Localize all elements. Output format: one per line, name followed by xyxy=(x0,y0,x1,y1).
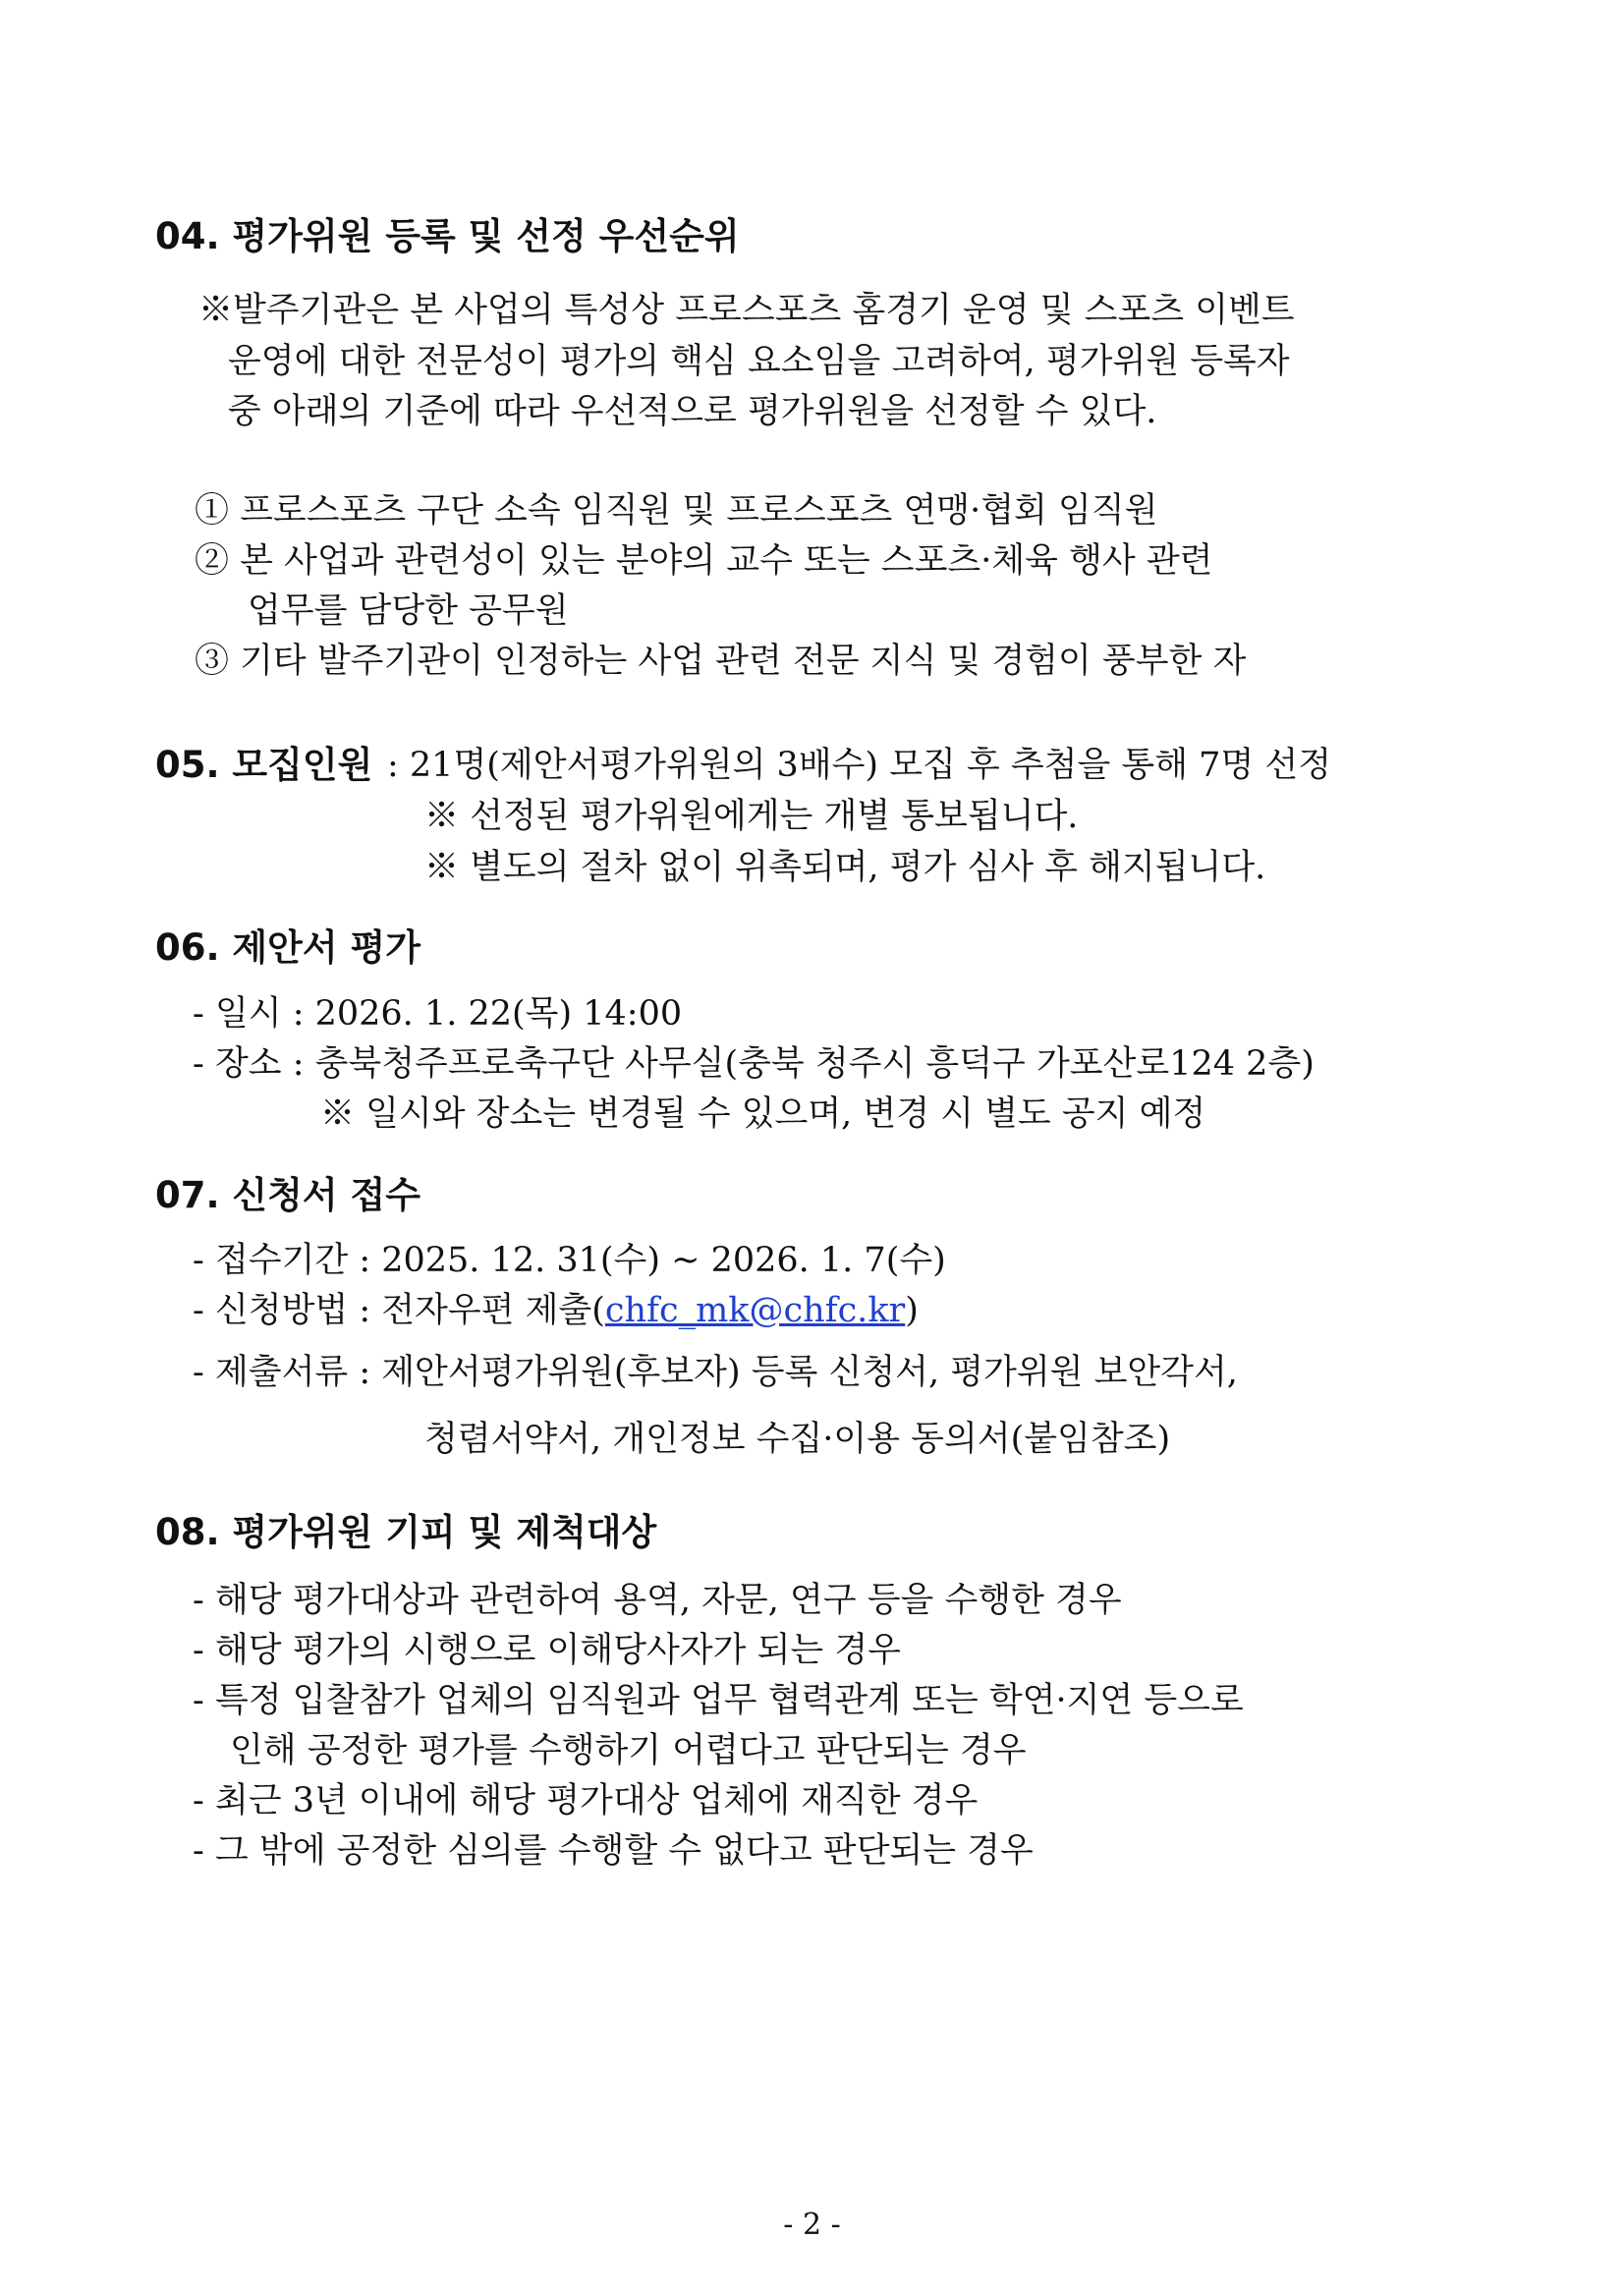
section-04-item-2-cont: 업무를 담당한 공무원 xyxy=(248,591,569,631)
section-05-text: : 21명(제안서평가위원의 3배수) 모집 후 추첨을 통해 7명 선정 xyxy=(387,746,1331,785)
section-05-note-1: ※ 선정된 평가위원에게는 개별 통보됩니다. xyxy=(424,797,1079,836)
section-07-docs-line-1: - 제출서류 : 제안서평가위원(후보자) 등록 신청서, 평가위원 보안각서, xyxy=(193,1353,1238,1392)
section-08-item-1: - 해당 평가대상과 관련하여 용역, 자문, 연구 등을 수행한 경우 xyxy=(193,1581,1122,1620)
section-06-heading: 06. 제안서 평가 xyxy=(155,926,421,969)
section-06-note: ※ 일시와 장소는 변경될 수 있으며, 변경 시 별도 공지 예정 xyxy=(320,1094,1206,1134)
section-06-item-date: - 일시 : 2026. 1. 22(목) 14:00 xyxy=(193,994,683,1034)
section-04-item-1: ① 프로스포츠 구단 소속 임직원 및 프로스포츠 연맹·협회 임직원 xyxy=(195,491,1158,531)
section-08-item-4: - 최근 3년 이내에 해당 평가대상 업체에 재직한 경우 xyxy=(193,1781,979,1820)
section-05-heading: 05. 모집인원 xyxy=(155,744,373,786)
section-07-method-suffix: ) xyxy=(905,1291,919,1330)
section-04-item-2: ② 본 사업과 관련성이 있는 분야의 교수 또는 스포츠·체육 행사 관련 xyxy=(195,541,1213,581)
section-07-method-prefix: - 신청방법 : 전자우편 제출( xyxy=(193,1291,605,1330)
section-08-item-2: - 해당 평가의 시행으로 이해당사자가 되는 경우 xyxy=(193,1631,901,1670)
section-07-heading: 07. 신청서 접수 xyxy=(155,1174,421,1216)
section-07-docs-line-2: 청렴서약서, 개인정보 수집·이용 동의서(붙임참조) xyxy=(424,1420,1171,1459)
section-06-item-place: - 장소 : 충북청주프로축구단 사무실(충북 청주시 흥덕구 가포산로124 2층) xyxy=(193,1044,1315,1084)
section-08-heading: 08. 평가위원 기피 및 제척대상 xyxy=(155,1511,657,1553)
email-link[interactable]: chfc_mk@chfc.kr xyxy=(604,1291,906,1330)
page-number: - 2 - xyxy=(783,2208,841,2242)
section-05-note-2: ※ 별도의 절차 없이 위촉되며, 평가 심사 후 해지됩니다. xyxy=(424,848,1266,887)
section-08-item-3-cont: 인해 공정한 평가를 수행하기 어렵다고 판단되는 경우 xyxy=(230,1731,1027,1770)
section-04-heading: 04. 평가위원 등록 및 선정 우선순위 xyxy=(155,215,740,257)
section-04-note-line-2: 운영에 대한 전문성이 평가의 핵심 요소임을 고려하여, 평가위원 등록자 xyxy=(228,342,1290,381)
section-04-item-3: ③ 기타 발주기관이 인정하는 사업 관련 전문 지식 및 경험이 풍부한 자 xyxy=(195,642,1247,681)
section-04-note-line-3: 중 아래의 기준에 따라 우선적으로 평가위원을 선정할 수 있다. xyxy=(228,392,1157,431)
section-07-period: - 접수기간 : 2025. 12. 31(수) ~ 2026. 1. 7(수) xyxy=(193,1241,946,1280)
section-07-method xyxy=(193,1291,919,1330)
section-08-item-3: - 특정 입찰참가 업체의 임직원과 업무 협력관계 또는 학연·지연 등으로 xyxy=(193,1681,1244,1720)
section-08-item-5: - 그 밖에 공정한 심의를 수행할 수 없다고 판단되는 경우 xyxy=(193,1831,1034,1871)
section-04-note-line-1: ※발주기관은 본 사업의 특성상 프로스포츠 홈경기 운영 및 스포츠 이벤트 xyxy=(198,291,1295,330)
